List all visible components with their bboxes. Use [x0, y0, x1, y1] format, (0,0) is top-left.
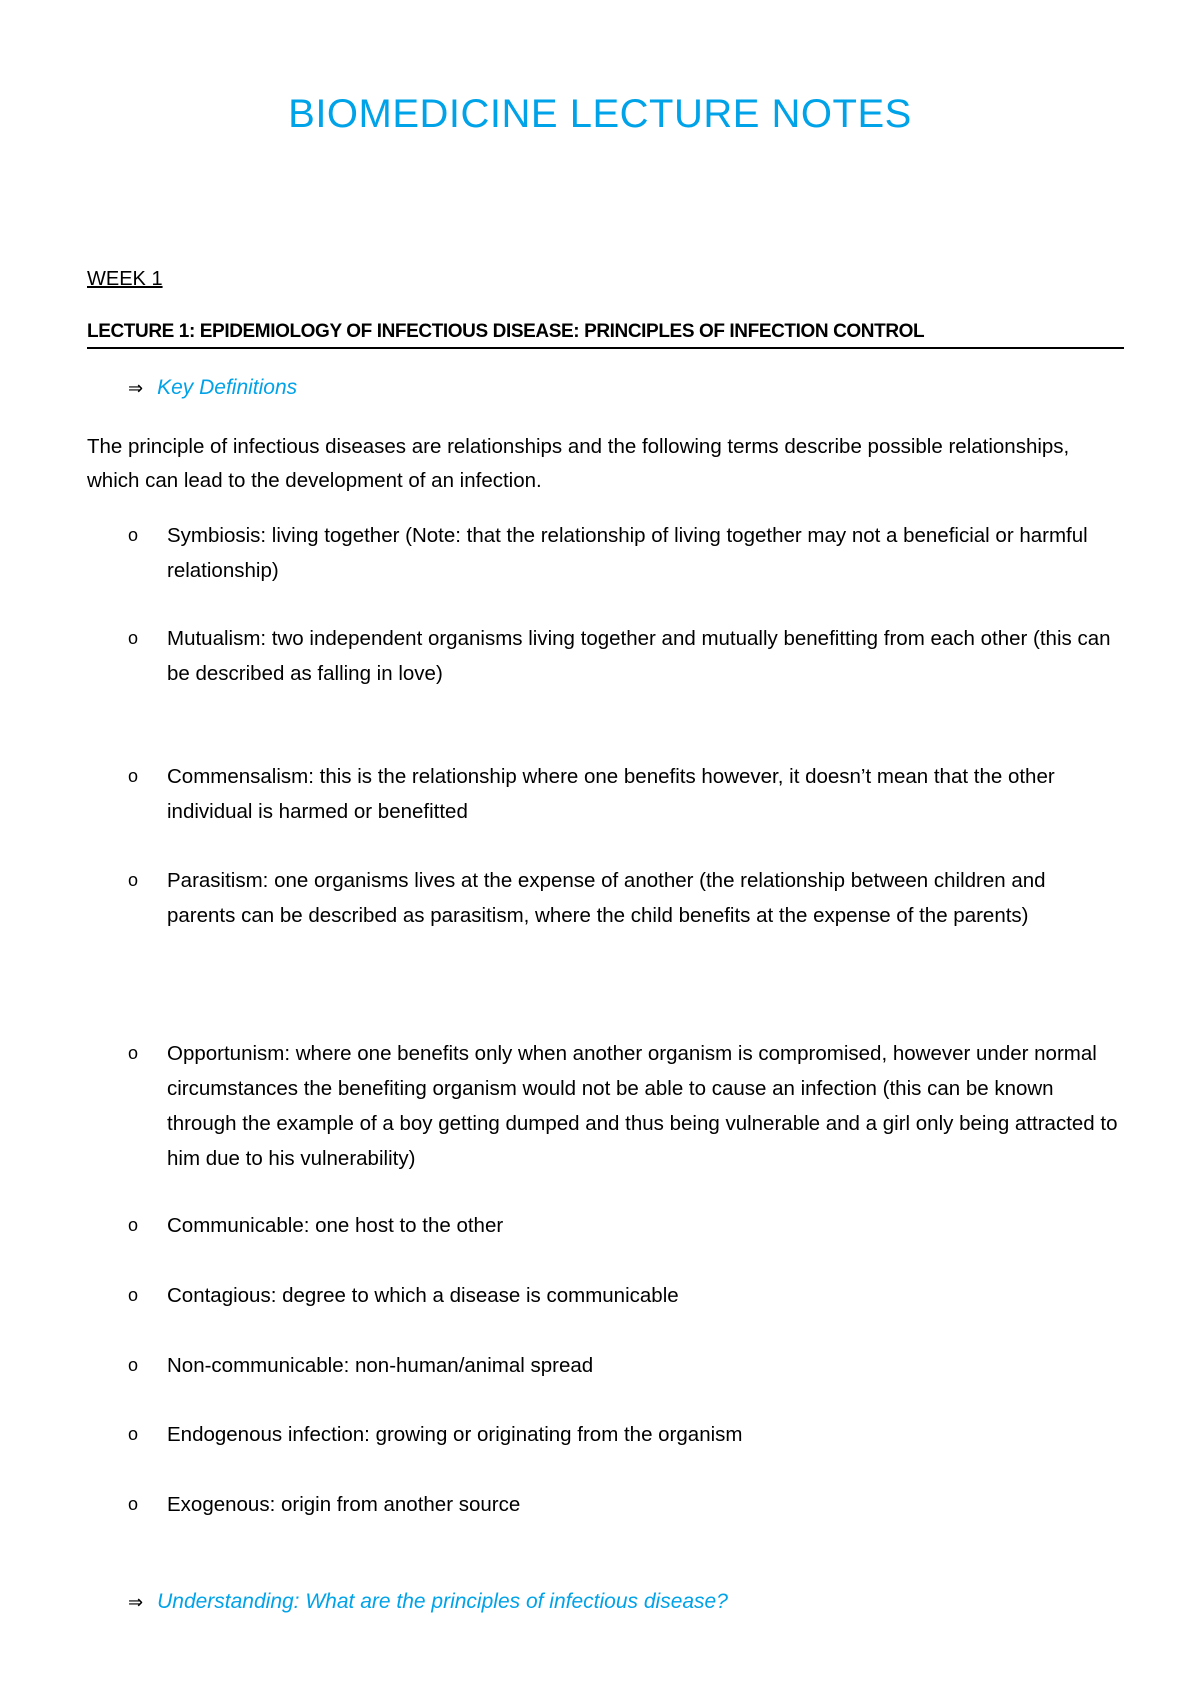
- list-item: [128, 621, 1118, 691]
- definition-text: Communicable: one host to the other: [167, 1214, 504, 1237]
- lecture-heading: LECTURE 1: EPIDEMIOLOGY OF INFECTIOUS DISEASE: PRINCIPLES OF INFECTION CONTROL: [87, 321, 1124, 349]
- key-definitions-label: Key Definitions: [157, 376, 298, 399]
- list-item: [128, 1348, 1118, 1383]
- arrow-icon: ⇒: [128, 1592, 144, 1612]
- key-definitions-heading: [128, 376, 297, 400]
- bullet-icon: o: [128, 1494, 139, 1514]
- bullet-icon: o: [128, 525, 139, 545]
- definition-text: Contagious: degree to which a disease is communicable: [167, 1284, 679, 1307]
- list-item: [128, 1036, 1118, 1176]
- definition-text: Non-communicable: non-human/animal spread: [167, 1354, 594, 1377]
- list-item: [128, 1278, 1118, 1313]
- list-item: [128, 518, 1118, 588]
- intro-paragraph: The principle of infectious diseases are relationships and the following terms describe possible relationships, which can lead to the development of an infection.: [87, 435, 1070, 492]
- list-item: [128, 1208, 1118, 1243]
- definition-text: Opportunism: where one benefits only when another organism is compromised, however under normal circumstances the benefiting organism would not be able to cause an infection (this can be known through the example of a boy getting dumped and thus being vulnerable and a girl only being attracted to him due to his vulnerability): [167, 1042, 1118, 1170]
- bullet-icon: o: [128, 1285, 139, 1305]
- bullet-icon: o: [128, 1424, 139, 1444]
- understanding-heading: [128, 1590, 728, 1614]
- document-title: BIOMEDICINE LECTURE NOTES: [288, 92, 912, 136]
- definition-text: Mutualism: two independent organisms living together and mutually benefitting from each other (this can be described as falling in love): [167, 627, 1111, 685]
- bullet-icon: o: [128, 870, 139, 890]
- bullet-icon: o: [128, 1215, 139, 1235]
- bullet-icon: o: [128, 1043, 139, 1063]
- week-heading: WEEK 1: [87, 268, 163, 290]
- list-item: [128, 1487, 1118, 1522]
- definition-text: Endogenous infection: growing or originating from the organism: [167, 1423, 743, 1446]
- definition-text: Symbiosis: living together (Note: that the relationship of living together may not a beneficial or harmful relationship): [167, 524, 1088, 582]
- understanding-label: Understanding: What are the principles of infectious disease?: [157, 1590, 728, 1613]
- definition-text: Commensalism: this is the relationship where one benefits however, it doesn’t mean that the other individual is harmed or benefitted: [167, 765, 1055, 823]
- list-item: [128, 759, 1118, 829]
- list-item: [128, 1417, 1118, 1452]
- definition-text: Parasitism: one organisms lives at the expense of another (the relationship between children and parents can be described as parasitism, where the child benefits at the expense of the parents): [167, 869, 1046, 927]
- arrow-icon: ⇒: [128, 378, 144, 398]
- bullet-icon: o: [128, 766, 139, 786]
- bullet-icon: o: [128, 1355, 139, 1375]
- list-item: [128, 863, 1118, 933]
- definition-text: Exogenous: origin from another source: [167, 1493, 521, 1516]
- bullet-icon: o: [128, 628, 139, 648]
